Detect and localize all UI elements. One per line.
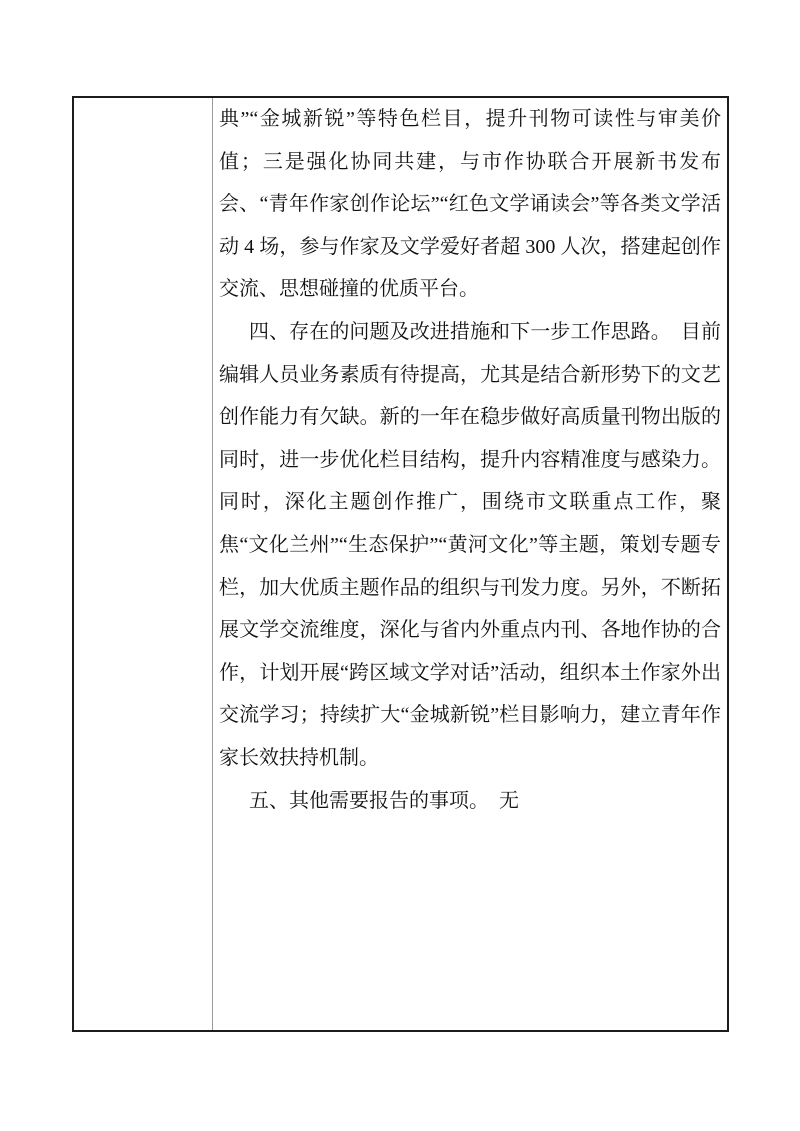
table-content-cell [213,98,727,1030]
paragraph-continuation: 典”“金城新锐”等特色栏目，提升刊物可读性与审美价值；三是强化协同共建，与市作协联合开展新书发布会、“青年作家创作论坛”“红色文学诵读会”等各类文学活动 4 场，参与作家及文学爱好者超 300 人次，搭建起创作交流、思想碰撞的优质平台。 [219,108,721,301]
paragraph-section-4: 四、存在的问题及改进措施和下一步工作思路。 目前编辑人员业务素质有待提高，尤其是结合新形势下的文艺创作能力有欠缺。新的一年在稳步做好高质量刊物出版的同时，进一步优化栏目结构，提升内容精准度与感染力。同时，深化主题创作推广，围绕市文联重点工作，聚焦“文化兰州”“生态保护”“黄河文化”等主题，策划专题专栏，加大优质主题作品的组织与刊发力度。另外，不断拓展文学交流维度，深化与省内外重点内刊、各地作协的合作，计划开展“跨区域文学对话”活动，组织本土作家外出交流学习；持续扩大“金城新锐”栏目影响力，建立青年作家长效扶持机制。 [219,320,721,769]
report-table [72,96,729,1032]
table-label-cell [74,98,213,1030]
paragraph-section-5: 五、其他需要报告的事项。 无 [249,789,519,812]
